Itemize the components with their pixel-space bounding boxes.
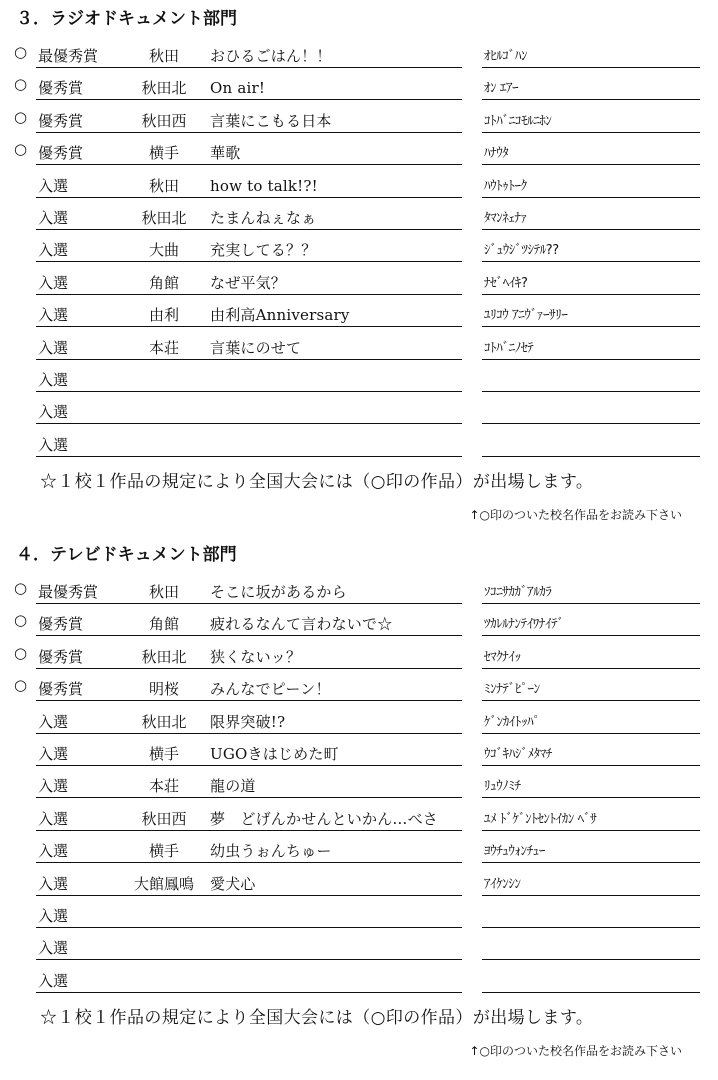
reading-line: [482, 937, 700, 960]
award-row: [0, 170, 718, 198]
title-reading: ﾘｭｳﾉﾐﾁ: [484, 779, 521, 795]
work-title: 限界突破!?: [210, 712, 286, 731]
work-title: 愛犬心: [210, 874, 256, 893]
award-level: 優秀賞: [38, 111, 84, 130]
award-level: 入選: [38, 971, 69, 990]
title-reading: ﾕﾘｺｳ ｱﾆｳﾞｧｰｻﾘｰ: [484, 308, 568, 324]
entry-line: [36, 304, 462, 327]
title-reading: ﾂｶﾚﾙﾅﾝﾃｲﾜﾅｲﾃﾞ: [484, 617, 564, 633]
school-name: 秋田西: [141, 809, 187, 828]
award-row: [0, 900, 718, 928]
reading-line: [482, 711, 700, 734]
work-title: 由利高Anniversary: [210, 306, 350, 325]
award-row: [0, 868, 718, 896]
entry-line: [36, 937, 462, 960]
award-level: 入選: [38, 338, 69, 357]
reading-line: [482, 581, 700, 604]
work-title: たまんねぇなぁ: [210, 209, 317, 227]
national-entry-mark: ○: [14, 140, 28, 159]
title-reading: ﾊｳﾄｩﾄｰｸ: [484, 178, 527, 194]
award-row: [0, 72, 718, 100]
award-level: 入選: [38, 306, 69, 325]
title-reading: ｵﾝ ｴｱｰ: [484, 81, 519, 97]
award-row: [0, 105, 718, 133]
title-reading: ﾅｾﾞﾍｲｷ?: [484, 275, 528, 291]
work-title: 夢 どげんかせんといかん…べさ: [210, 809, 439, 828]
entry-line: [36, 77, 462, 100]
award-level: 最優秀賞: [38, 47, 99, 65]
school-name: 角館: [148, 273, 179, 292]
national-entry-mark: ○: [14, 611, 28, 630]
entry-line: [36, 873, 462, 896]
award-row: [0, 396, 718, 424]
award-level: 入選: [38, 745, 69, 763]
national-entry-mark: ○: [14, 643, 28, 662]
award-row: [0, 770, 718, 798]
award-row: [0, 673, 718, 701]
award-level: 入選: [38, 842, 69, 861]
award-level: 優秀賞: [38, 680, 84, 699]
award-row: [0, 202, 718, 230]
title-reading: ﾊﾅｳﾀ: [484, 146, 509, 162]
work-title: 龍の道: [210, 777, 256, 796]
reading-line: [482, 369, 700, 392]
entry-line: [36, 581, 462, 604]
entry-line: [36, 239, 462, 262]
award-row: [0, 641, 718, 669]
award-row: [0, 332, 718, 360]
title-reading: ｿｺﾆｻｶｶﾞｱﾙｶﾗ: [484, 585, 552, 600]
award-row: [0, 706, 718, 734]
award-level: 入選: [38, 403, 69, 422]
work-title: UGOきはじめた町: [210, 745, 339, 763]
reading-line: [482, 272, 700, 295]
work-title: how to talk!?!: [210, 176, 318, 195]
reading-line: [482, 840, 700, 863]
title-reading: ｵﾋﾙｺﾞﾊﾝ: [484, 49, 528, 64]
award-level: 入選: [38, 273, 69, 292]
title-reading: ｹﾞﾝｶｲﾄｯﾊﾟ: [484, 714, 540, 730]
award-level: 入選: [38, 241, 69, 260]
reading-line: [482, 678, 700, 701]
national-entry-mark: ○: [14, 43, 28, 61]
reading-line: [482, 142, 700, 165]
title-reading: ｺﾄﾊﾞﾆｺﾓﾙﾆﾎﾝ: [484, 113, 552, 129]
title-reading: ｺﾄﾊﾞﾆﾉｾﾃ: [484, 340, 534, 356]
award-row: [0, 965, 718, 993]
title-reading: ﾀﾏﾝﾈｪﾅｧ: [484, 211, 527, 226]
school-name: 角館: [148, 615, 179, 634]
award-level: 入選: [38, 435, 69, 454]
award-row: [0, 267, 718, 295]
award-level: 入選: [38, 907, 69, 925]
work-title: おひるごはん！！: [210, 47, 332, 65]
school-name: 秋田: [148, 47, 179, 65]
award-row: [0, 234, 718, 262]
school-name: 明桜: [148, 680, 179, 699]
school-name: 本荘: [148, 338, 179, 357]
entry-line: [36, 175, 462, 198]
school-name: 秋田北: [141, 79, 187, 98]
award-row: [0, 608, 718, 636]
award-level: 最優秀賞: [38, 583, 99, 601]
school-name: 秋田北: [141, 209, 187, 227]
award-level: 入選: [38, 712, 69, 731]
entry-line: [36, 142, 462, 165]
award-level: 入選: [38, 874, 69, 893]
award-row: [0, 364, 718, 392]
work-title: 狭くないッ？: [210, 647, 302, 666]
work-title: みんなでピーン！: [210, 680, 331, 699]
entry-line: [36, 272, 462, 295]
work-title: そこに坂があるから: [210, 583, 347, 601]
school-name: 秋田北: [141, 647, 187, 666]
title-reading: ﾖｳﾁｭｳｫﾝﾁｭｰ: [484, 844, 546, 860]
entry-line: [36, 840, 462, 863]
award-row: [0, 429, 718, 457]
national-entry-mark: ○: [14, 676, 28, 695]
work-title: 幼虫うぉんちゅー: [210, 842, 332, 861]
entry-line: [36, 905, 462, 928]
title-reading: ﾐﾝﾅﾃﾞﾋﾟｰﾝ: [484, 682, 540, 698]
award-level: 優秀賞: [38, 647, 84, 666]
reading-line: [482, 110, 700, 133]
award-row: [0, 40, 718, 68]
award-row: [0, 299, 718, 327]
work-title: なぜ平気？: [210, 273, 287, 292]
work-title: 疲れるなんて言わないで☆: [210, 615, 393, 634]
reading-line: [482, 613, 700, 636]
reading-line: [482, 239, 700, 262]
entry-line: [36, 678, 462, 701]
reading-line: [482, 304, 700, 327]
award-level: 入選: [38, 809, 69, 828]
reading-line: [482, 873, 700, 896]
award-level: 入選: [38, 209, 69, 227]
reading-line: [482, 175, 700, 198]
entry-line: [36, 401, 462, 424]
school-name: 由利: [148, 306, 179, 325]
school-name: 秋田: [148, 583, 179, 601]
title-reading: ｳｺﾞｷﾊｼﾞﾒﾀﾏﾁ: [484, 747, 552, 762]
award-row: [0, 835, 718, 863]
work-title: On air!: [210, 79, 266, 98]
award-level: 入選: [38, 939, 69, 958]
award-row: [0, 803, 718, 831]
school-name: 秋田西: [141, 111, 187, 130]
reading-line: [482, 434, 700, 457]
work-title: 華歌: [210, 144, 241, 163]
section-title: ４．テレビドキュメント部門: [16, 545, 237, 565]
reading-line: [482, 970, 700, 993]
school-name: 横手: [148, 745, 179, 763]
entry-line: [36, 970, 462, 993]
section-title: ３．ラジオドキュメント部門: [16, 9, 237, 29]
reading-instruction-note: ↑○印のついた校名作品をお読み下さい: [469, 508, 682, 523]
reading-line: [482, 401, 700, 424]
entry-line: [36, 711, 462, 734]
entry-line: [36, 434, 462, 457]
school-name: 本荘: [148, 777, 179, 796]
award-row: [0, 932, 718, 960]
award-level: 入選: [38, 371, 69, 389]
reading-line: [482, 45, 700, 68]
reading-line: [482, 743, 700, 766]
title-reading: ｾﾏｸﾅｲｯ: [484, 649, 521, 665]
award-row: [0, 576, 718, 604]
work-title: 充実してる？？: [210, 241, 317, 260]
title-reading: ﾕﾒ ﾄﾞｹﾞﾝﾄｾﾝﾄｲｶﾝ ﾍﾞｻ: [484, 811, 597, 827]
entry-line: [36, 743, 462, 766]
reading-line: [482, 77, 700, 100]
work-title: 言葉にのせて: [210, 338, 302, 357]
national-rule-note: ☆１校１作品の規定により全国大会には（○印の作品）が出場します。: [40, 472, 594, 493]
award-level: 入選: [38, 777, 69, 796]
award-level: 優秀賞: [38, 144, 84, 163]
award-row: [0, 137, 718, 165]
school-name: 秋田北: [141, 712, 187, 731]
entry-line: [36, 337, 462, 360]
national-entry-mark: ○: [14, 107, 28, 126]
school-name: 秋田: [148, 176, 179, 195]
national-rule-note: ☆１校１作品の規定により全国大会には（○印の作品）が出場します。: [40, 1008, 594, 1029]
entry-line: [36, 45, 462, 68]
school-name: 大館鳳鳴: [133, 874, 194, 893]
school-name: 横手: [148, 842, 179, 861]
reading-line: [482, 207, 700, 230]
award-level: 入選: [38, 176, 69, 195]
entry-line: [36, 808, 462, 831]
entry-line: [36, 369, 462, 392]
award-row: [0, 738, 718, 766]
work-title: 言葉にこもる日本: [210, 111, 332, 130]
entry-line: [36, 207, 462, 230]
reading-line: [482, 775, 700, 798]
reading-instruction-note: ↑○印のついた校名作品をお読み下さい: [469, 1044, 682, 1059]
school-name: 大曲: [148, 241, 179, 260]
reading-line: [482, 808, 700, 831]
title-reading: ｱｲｹﾝｼﾝ: [484, 876, 521, 892]
entry-line: [36, 775, 462, 798]
entry-line: [36, 613, 462, 636]
national-entry-mark: ○: [14, 579, 28, 597]
award-level: 優秀賞: [38, 79, 84, 98]
reading-line: [482, 646, 700, 669]
school-name: 横手: [148, 144, 179, 163]
entry-line: [36, 646, 462, 669]
reading-line: [482, 337, 700, 360]
entry-line: [36, 110, 462, 133]
reading-line: [482, 905, 700, 928]
title-reading: ｼﾞｭｳｼﾞﾂｼﾃﾙ??: [484, 243, 559, 259]
award-level: 優秀賞: [38, 615, 84, 634]
national-entry-mark: ○: [14, 75, 28, 94]
